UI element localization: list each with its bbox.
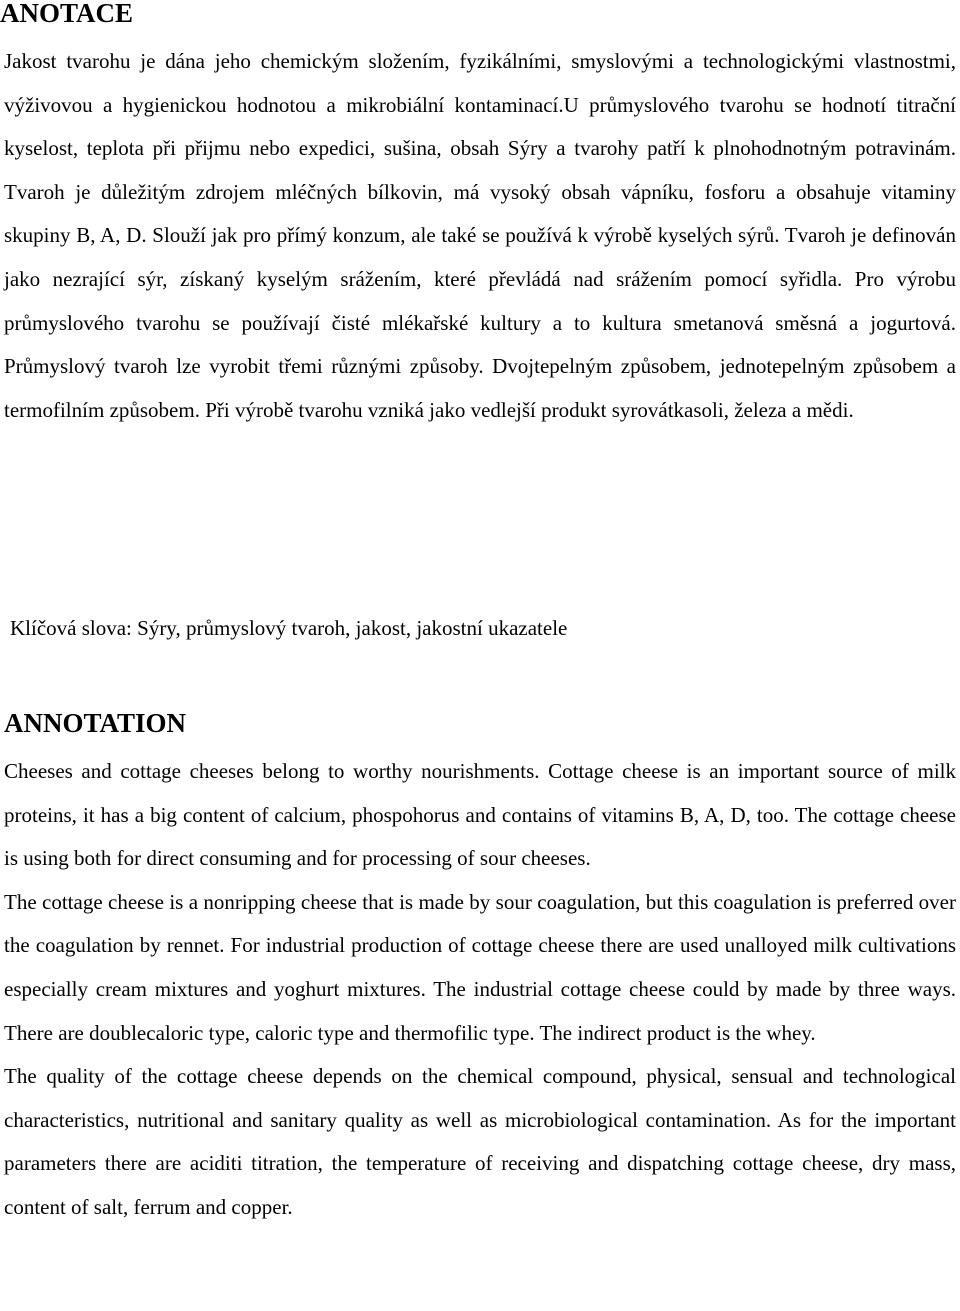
english-abstract-paragraph-1: Cheeses and cottage cheeses belong to worthy nourishments. Cottage cheese is an important source of milk proteins, it has a big content of calcium, phospohorus and contains of vitamins B, A, D, too. The cottage cheese is using both for direct consuming and for processing of sour cheeses.: [4, 759, 956, 871]
english-abstract-paragraph-3: The quality of the cottage cheese depends on the chemical compound, physical, sensual and technological characteristics, nutritional and sanitary quality as well as microbiological contamination. As for the important parameters there are aciditi titration, the temperature of receiving and dispatching cottage cheese, dry mass, content of salt, ferrum and copper.: [4, 1064, 956, 1219]
czech-keywords: Klíčová slova: Sýry, průmyslový tvaroh, jakost, jakostní ukazatele: [10, 616, 568, 640]
czech-abstract-heading: ANOTACE: [0, 0, 134, 28]
english-abstract-paragraph-2: The cottage cheese is a nonripping cheese that is made by sour coagulation, but this coagulation is preferred over the coagulation by rennet. For industrial production of cottage cheese there are used unalloyed milk cultivations especially cream mixtures and yoghurt mixtures. The industrial cottage cheese could by made by three ways. There are doublecaloric type, caloric type and thermofilic type. The indirect product is the whey.: [4, 889, 956, 1045]
czech-abstract-paragraph: Jakost tvarohu je dána jeho chemickým složením, fyzikálními, smyslovými a technologickými vlastnostmi, výživovou a hygienickou hodnotou a mikrobiální kontaminací.U průmyslového tvarohu se hodnotí titrační kyselost, teplota při přijmu nebo expedici, sušina, obsah Sýry a tvarohy patří k plnohodnotným potravinám. Tvaroh je důležitým zdrojem mléčných bílkovin, má vysoký obsah vápníku, fosforu a obsahuje vitaminy skupiny B, A, D. Slouží jak pro přímý konzum, ale také se používá k výrobě kyselých sýrů. Tvaroh je definován jako nezrající sýr, získaný kyselým srážením, které převládá nad srážením pomocí syřidla. Pro výrobu průmyslového tvarohu se používají čisté mlékařské kultury a to kultura smetanová směsná a jogurtová. Průmyslový tvaroh lze vyrobit třemi různými způsoby. Dvojtepelným způsobem, jednotepelným způsobem a termofilním způsobem. Při výrobě tvarohu vzniká jako vedlejší produkt syrovátkasoli, železa a mědi.: [4, 49, 956, 422]
english-abstract-heading: ANNOTATION: [4, 708, 187, 738]
czech-abstract: [4, 40, 956, 432]
english-abstract: [4, 750, 956, 1230]
